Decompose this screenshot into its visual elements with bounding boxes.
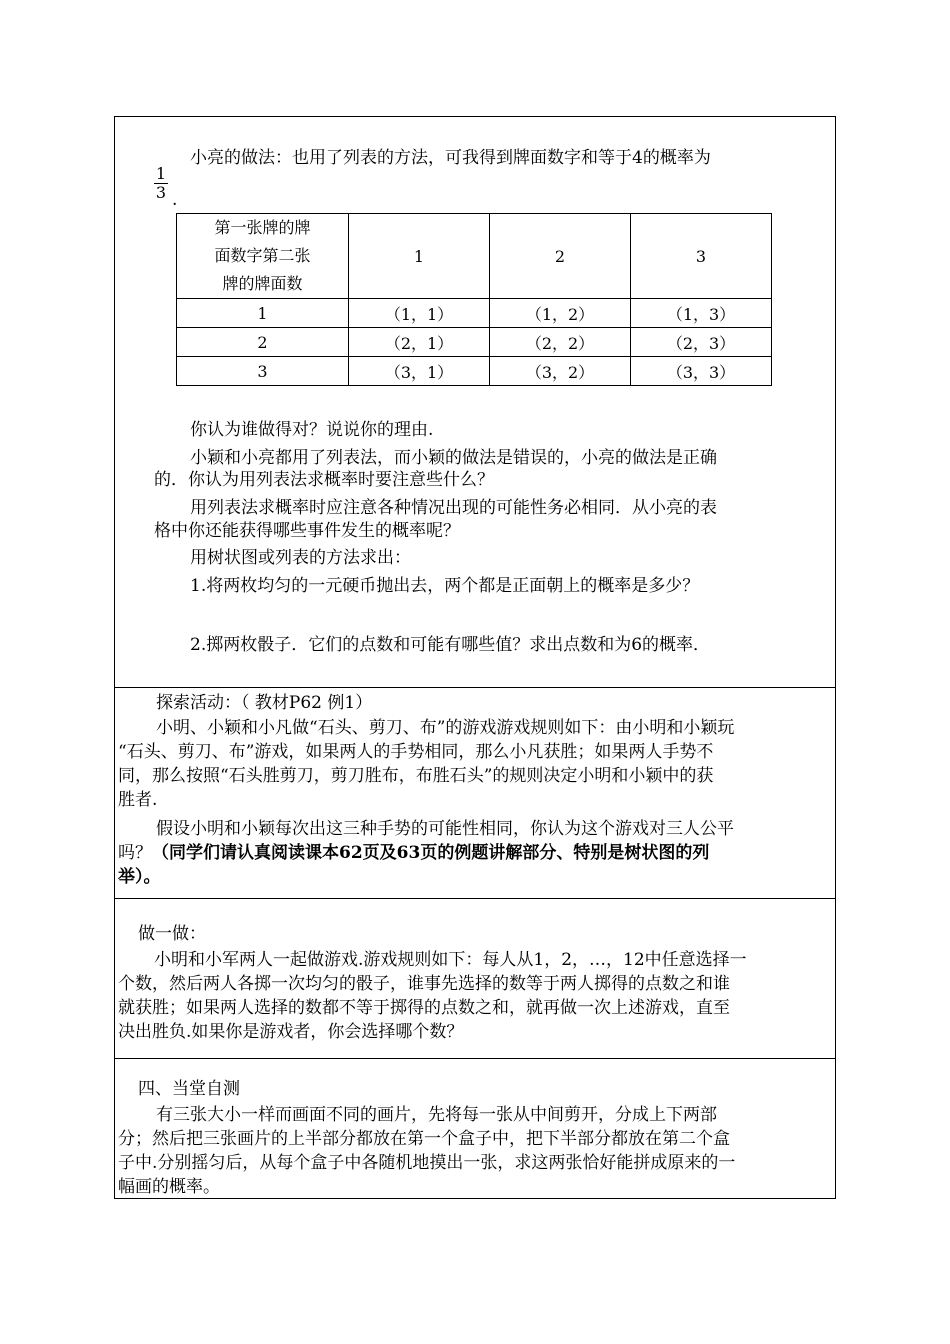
fraction-suffix: .	[172, 190, 178, 210]
table-row	[177, 328, 772, 357]
column-header: 1	[349, 214, 490, 299]
explore-question-bold-line: 举）。	[118, 867, 161, 887]
explore-question-plain: 吗？	[118, 843, 152, 863]
row-label: 3	[177, 357, 349, 386]
column-header: 2	[490, 214, 631, 299]
paragraph-line: 小颖和小亮都用了列表法，而小颖的做法是错误的，小亮的做法是正确	[190, 448, 717, 468]
probability-table	[176, 213, 772, 386]
table-row	[177, 357, 772, 386]
corner-line: 牌的牌面数	[222, 274, 303, 293]
question-2: 2.掷两枚骰子．它们的点数和可能有哪些值？求出点数和为6的概率．	[190, 635, 711, 655]
fraction-denominator: 3	[155, 183, 167, 202]
table-cell: （1，3）	[631, 299, 772, 328]
paragraph-line: 格中你还能获得哪些事件发生的概率呢？	[154, 521, 460, 541]
section4-text-line: 分；然后把三张画片的上半部分都放在第一个盒子中，把下半部分都放在第二个盒	[118, 1129, 730, 1149]
explore-title: 探索活动：（ 教材P62 例1）	[156, 693, 373, 713]
doit-text-line: 个数，然后两人各掷一次均匀的骰子，谁事先选择的数等于两人掷得的点数之和谁	[118, 974, 730, 994]
table-cell: （2，3）	[631, 328, 772, 357]
doit-text-line: 就获胜；如果两人选择的数都不等于掷得的点数之和，就再做一次上述游戏，直至	[118, 998, 730, 1018]
corner-line: 面数字第二张	[214, 246, 311, 265]
section4-text-line: 幅画的概率。	[118, 1177, 220, 1197]
section-divider	[114, 898, 836, 899]
paragraph-line: 的．你认为用列表法求概率时要注意些什么？	[154, 470, 494, 490]
table-cell: （3，1）	[349, 357, 490, 386]
table-corner-header	[177, 214, 349, 299]
section4-text-line: 有三张大小一样而画面不同的画片，先将每一张从中间剪开，分成上下两部	[156, 1105, 717, 1125]
column-header: 3	[631, 214, 772, 299]
row-label: 2	[177, 328, 349, 357]
section-divider	[114, 1058, 836, 1059]
explore-text-line: 胜者.	[118, 790, 158, 810]
section4-text-line: 子中.分别摇匀后，从每个盒子中各随机地摸出一张，求这两张恰好能拼成原来的一	[118, 1153, 736, 1173]
explore-question-line	[118, 841, 709, 865]
paragraph-question: 你认为谁做得对？说说你的理由.	[190, 420, 434, 440]
row-label: 1	[177, 299, 349, 328]
fraction-numerator: 1	[155, 164, 167, 183]
section4-title: 四、当堂自测	[138, 1079, 240, 1099]
explore-text-line: “石头、剪刀、布”游戏，如果两人的手势相同，那么小凡获胜；如果两人手势不	[118, 742, 714, 762]
table-row	[177, 299, 772, 328]
corner-line: 第一张牌的牌	[214, 218, 311, 237]
paragraph-line: 用树状图或列表的方法求出：	[190, 548, 411, 568]
table-cell: （2，2）	[490, 328, 631, 357]
explore-text-line: 小明、小颖和小凡做“石头、剪刀、布”的游戏游戏规则如下：由小明和小颖玩	[156, 718, 735, 738]
intro-line: 小亮的做法：也用了列表的方法，可我得到牌面数字和等于4的概率为	[190, 148, 711, 168]
table-cell: （1，1）	[349, 299, 490, 328]
question-1: 1.将两枚均匀的一元硬币抛出去，两个都是正面朝上的概率是多少？	[190, 576, 700, 596]
fraction	[154, 166, 168, 201]
doit-text-line: 决出胜负.如果你是游戏者，你会选择哪个数？	[118, 1022, 464, 1042]
explore-question-line: 假设小明和小颖每次出这三种手势的可能性相同，你认为这个游戏对三人公平	[156, 819, 734, 839]
doit-title: 做一做：	[138, 924, 206, 944]
table-cell: （3，3）	[631, 357, 772, 386]
table-cell: （2，1）	[349, 328, 490, 357]
paragraph-line: 用列表法求概率时应注意各种情况出现的可能性务必相同．从小亮的表	[190, 498, 717, 518]
explore-text-line: 同，那么按照“石头胜剪刀，剪刀胜布，布胜石头”的规则决定小明和小颖中的获	[118, 766, 714, 786]
section-divider	[114, 687, 836, 688]
doit-text-line: 小明和小军两人一起做游戏.游戏规则如下：每人从1，2，…，12中任意选择一	[154, 950, 747, 970]
table-cell: （1，2）	[490, 299, 631, 328]
table-cell: （3，2）	[490, 357, 631, 386]
explore-question-bold: （同学们请认真阅读课本62页及63页的例题讲解部分、特别是树状图的列	[152, 843, 710, 863]
